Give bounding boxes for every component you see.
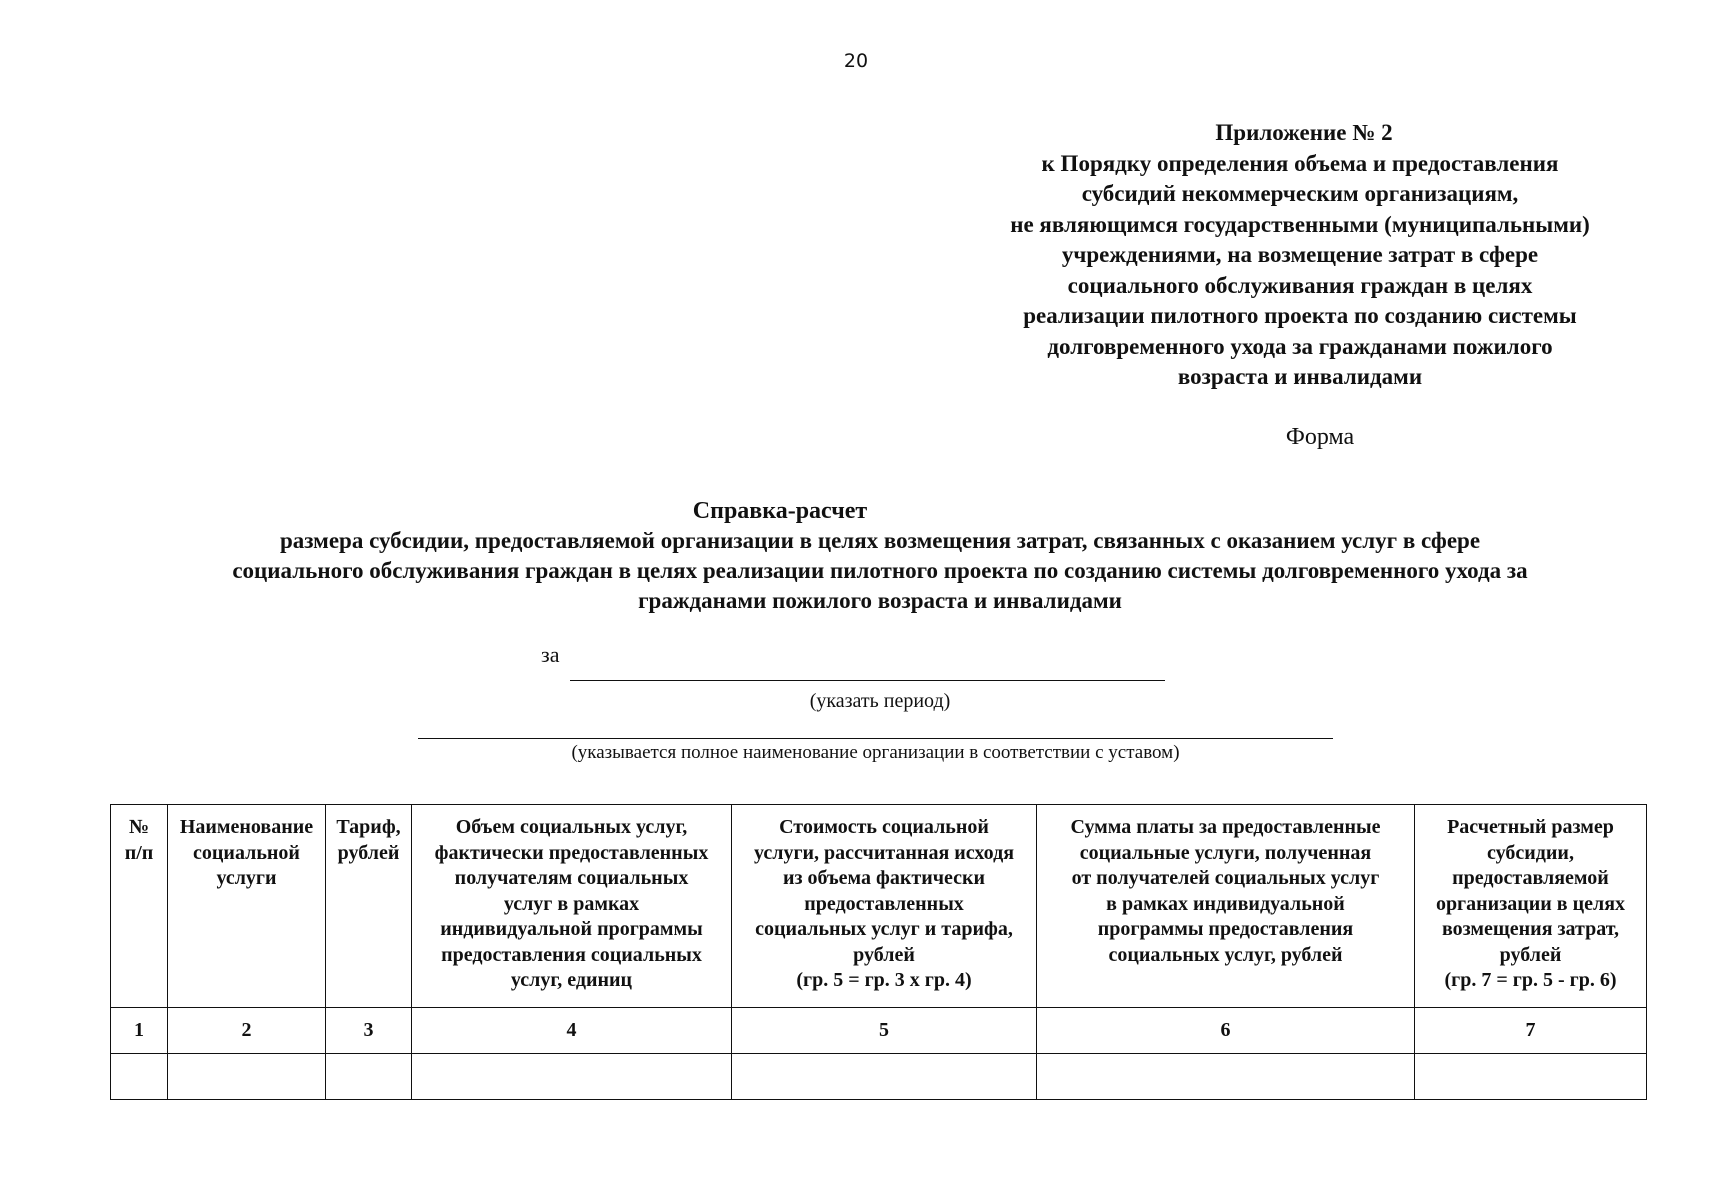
column-number-cell: 7 xyxy=(1415,1008,1647,1054)
form-label: Форма xyxy=(1285,424,1355,450)
table-cell[interactable] xyxy=(1037,1054,1415,1100)
appendix-block xyxy=(950,118,1650,393)
table-cell[interactable] xyxy=(732,1054,1037,1100)
column-number-cell: 4 xyxy=(412,1008,732,1054)
appendix-line: возраста и инвалидами xyxy=(1177,364,1423,389)
organization-hint: (указывается полное наименование организации в соответствии с уставом) xyxy=(571,742,1180,763)
header-cell-service-cost: Стоимость социальной услуги, рассчитанная исходя из объема фактически предоставленных социальных услуг и тарифа, рублей (гр. 5 = гр. 3 х гр. 4) xyxy=(732,805,1037,1008)
header-cell-subsidy-amount: Расчетный размер субсидии, предоставляемой организации в целях возмещения затрат, рублей (гр. 7 = гр. 5 - гр. 6) xyxy=(1415,805,1647,1008)
header-cell-service-name: Наименование социальной услуги xyxy=(168,805,326,1008)
column-number-cell: 3 xyxy=(326,1008,412,1054)
page-number: 20 xyxy=(843,50,869,72)
appendix-line: не являющимся государственными (муниципальными) xyxy=(1010,211,1590,237)
table-row xyxy=(111,1054,1647,1100)
organization-field-line[interactable] xyxy=(418,738,1333,739)
calculation-table xyxy=(110,804,1647,1100)
table-header-row xyxy=(111,805,1647,1008)
document-title: Справка-расчет xyxy=(692,498,868,524)
table-cell[interactable] xyxy=(326,1054,412,1100)
table-cell[interactable] xyxy=(412,1054,732,1100)
appendix-line: к Порядку определения объема и предоставления xyxy=(1041,150,1559,176)
header-cell-service-volume: Объем социальных услуг, фактически предоставленных получателям социальных услуг в рамках индивидуальной программы предоставления социальных услуг, единиц xyxy=(412,805,732,1008)
table-cell[interactable] xyxy=(1415,1054,1647,1100)
period-hint: (указать период) xyxy=(809,690,951,712)
table-cell[interactable] xyxy=(111,1054,168,1100)
header-cell-payment-received: Сумма платы за предоставленные социальные услуги, полученная от получателей социальных услуг в рамках индивидуальной программы предоставления социальных услуг, рублей xyxy=(1037,805,1415,1008)
column-number-cell: 5 xyxy=(732,1008,1037,1054)
appendix-line: социального обслуживания граждан в целях xyxy=(1067,272,1533,298)
period-prefix: за xyxy=(541,642,560,667)
appendix-line: учреждениями, на возмещение затрат в сфере xyxy=(1061,242,1539,267)
appendix-line: субсидий некоммерческим организациям, xyxy=(1081,181,1519,206)
document-title-block xyxy=(60,496,1700,616)
document-subtitle-line: социального обслуживания граждан в целях реализации пилотного проекта по созданию системы долговременного ухода за xyxy=(232,558,1528,583)
appendix-title: Приложение № 2 xyxy=(1215,120,1393,145)
period-field-line[interactable] xyxy=(570,680,1165,681)
column-number-row xyxy=(111,1008,1647,1054)
document-subtitle-line: размера субсидии, предоставляемой организации в целях возмещения затрат, связанных с оказанием услуг в сфере xyxy=(279,528,1481,553)
appendix-line: реализации пилотного проекта по созданию системы xyxy=(1023,303,1577,328)
column-number-cell: 6 xyxy=(1037,1008,1415,1054)
header-cell-row-number: № п/п xyxy=(111,805,168,1008)
header-cell-tariff: Тариф, рублей xyxy=(326,805,412,1008)
table-cell[interactable] xyxy=(168,1054,326,1100)
column-number-cell: 2 xyxy=(168,1008,326,1054)
column-number-cell: 1 xyxy=(111,1008,168,1054)
appendix-line: долговременного ухода за гражданами пожилого xyxy=(1047,333,1553,359)
document-subtitle-line: гражданами пожилого возраста и инвалидами xyxy=(638,588,1122,613)
